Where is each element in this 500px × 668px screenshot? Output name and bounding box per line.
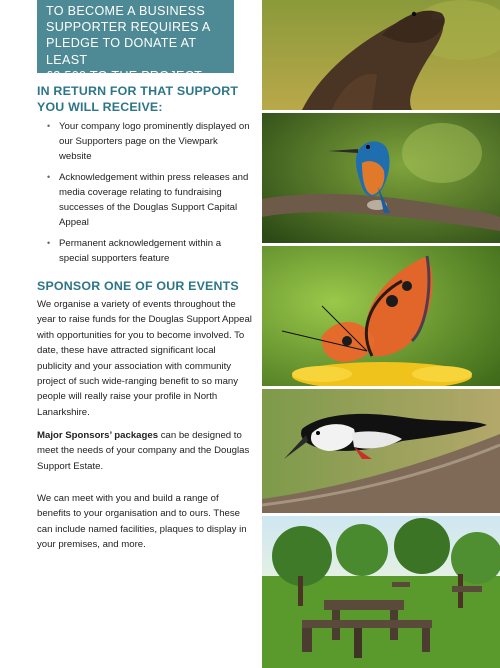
return-heading [37, 83, 238, 115]
park-photo [262, 516, 500, 668]
major-sponsors-text: can be designed to meet the needs of your company and the Douglas Support Estate. [37, 430, 250, 472]
benefit-item: • Acknowledgement within press releases and media coverage relating to fundraising successes of the Douglas Support Capital Appeal [37, 170, 252, 230]
events-heading: SPONSOR ONE OF OUR EVENTS [37, 279, 239, 293]
benefit-item: • Permanent acknowledgement within a special supporters feature [37, 236, 252, 266]
woodpecker-photo [262, 389, 500, 513]
pledge-line: SUPPORTER REQUIRES A [46, 20, 211, 35]
otter-photo [262, 0, 500, 110]
return-heading-line: IN RETURN FOR THAT SUPPORT [37, 84, 239, 98]
pledge-line: PLEDGE TO DONATE AT LEAST [46, 36, 197, 67]
pledge-box [37, 0, 234, 83]
benefits-paragraph: We can meet with you and build a range of benefits to your organisation and to ours. These can include named facilities, plaques to display in your premises, and more. [37, 493, 247, 551]
pledge-line: £2,500 TO THE PROJECT. [46, 68, 205, 83]
return-heading-line: YOU WILL RECEIVE: [37, 100, 163, 114]
butterfly-photo [262, 246, 500, 386]
benefit-item: • Your company logo prominently displayed on our Supporters page on the Viewpark website [37, 119, 252, 164]
pledge-line: TO BECOME A BUSINESS [46, 4, 206, 18]
events-paragraph: We organise a variety of events throughout the year to raise funds for the Douglas Support Appeal with opportunities for you to become involved. To date, these have attracted significant local publicity and your association with community project of such wide-ranging benefit to so many people will really raise your profile in North Lanarkshire. [37, 299, 252, 418]
benefits-list [37, 119, 252, 272]
photo-column [262, 0, 500, 668]
kingfisher-photo [262, 113, 500, 243]
major-sponsors-paragraph [37, 428, 252, 474]
major-sponsors-bold: Major Sponsors’ packages [37, 430, 159, 441]
